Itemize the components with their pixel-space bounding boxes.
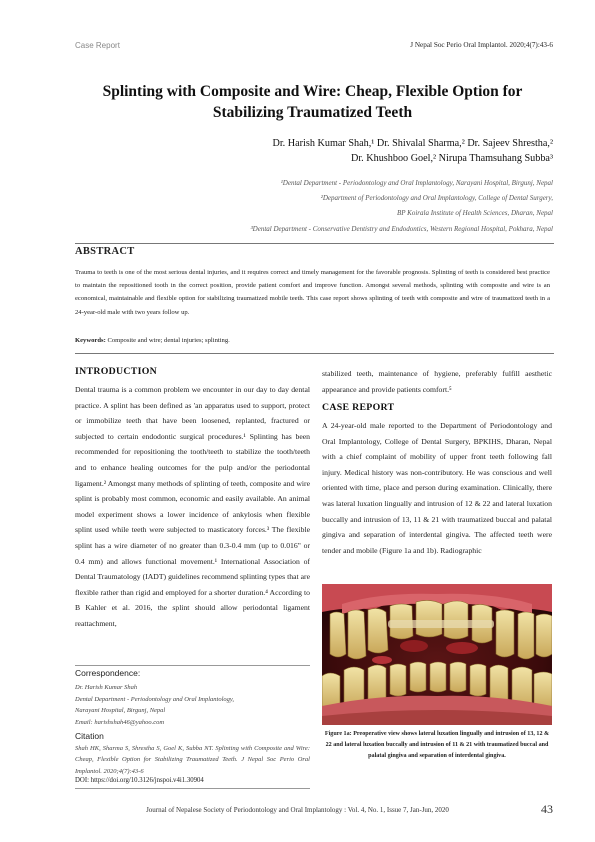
title-line-1: Splinting with Composite and Wire: Cheap, Flexible Option for bbox=[102, 83, 523, 100]
doi-link[interactable]: DOI: https://doi.org/10.3126/jnspoi.v4i1.30904 bbox=[75, 777, 204, 784]
case-report-heading: CASE REPORT bbox=[322, 402, 395, 413]
affiliation-2: ²Department of Periodontology and Oral Implantology, College of Dental Surgery, bbox=[320, 194, 553, 203]
correspondence-name: Dr. Harish Kumar Shah bbox=[75, 684, 138, 691]
figure-caption: Figure 1a: Preoperative view shows lateral luxation lingually and intrusion of 13, 12 & 22 and lateral luxation buccally and intrusion of 11 & 21 with traumatized buccal and palatal gingiva and separation of interdental gingiva. bbox=[324, 731, 550, 759]
affiliation-1: ¹Dental Department - Periodontology and Oral Implantology, Narayani Hospital, Birgunj, Nepal bbox=[280, 179, 553, 187]
intraoral-photo bbox=[322, 584, 552, 725]
correspondence-details bbox=[75, 682, 310, 728]
case-report-text: A 24-year-old male reported to the Department of Periodontology and Oral Implantology, College of Dental Surgery, BPKIHS, Dharan, Nepal with a chief complaint of mobility of upper front teeth following fall injury. Medical history was non-contributory. He was conscious and well oriented with time, place and person during examination. Clinically, there was lateral luxation lingually and intrusion of 12 & 22 and lateral luxation buccally and intrusion of 13, 11 & 21 with traumatized buccal and palatal gingiva and separation of interdental gingiva. The affected teeth were tender and mobile (Figure 1a and 1b). Radiographic bbox=[322, 421, 552, 555]
abstract-text: Trauma to teeth is one of the most serious dental injuries, and it requires correct and timely management for the favorable prognosis. Splinting of teeth is considered best practice to maintain the repositioned tooth in the correct position, provide patient comfort and improve function. Amongst several methods, splinting with composite and wire is an economical, maintainable and flexible option for stabilizing traumatized mobile teeth. This case report shows splinting of teeth with composite and wire of traumatized teeth in a 24-year-old male with two years follow up. bbox=[75, 269, 550, 316]
affiliation-3: ³Dental Department - Conservative Dentistry and Endodontics, Western Regional Hospital, Pokhara, Nepal bbox=[250, 224, 553, 233]
correspondence-dept: Dental Department - Periodontology and Oral Implantology, bbox=[75, 695, 235, 703]
abstract-heading: ABSTRACT bbox=[75, 246, 135, 257]
correspondence-email[interactable]: Email: harishshah46@yahoo.com bbox=[75, 718, 165, 726]
page-number: 43 bbox=[541, 802, 553, 816]
citation-text: Shah HK, Sharma S, Shrestha S, Goel K, Subba NT. Splinting with Composite and Wire: Cheap, Flexible Option for Stabilizing Traumatized Teeth. J Nepal Soc Perio Oral Implantol. 2020;4(7):43-6 bbox=[75, 745, 310, 775]
clinical-photo-figure-1a bbox=[322, 584, 552, 725]
introduction-heading: INTRODUCTION bbox=[75, 366, 157, 377]
abstract-top-rule bbox=[75, 243, 554, 244]
author-list bbox=[153, 136, 553, 166]
authors-line-2: Dr. Khushboo Goel,² Nirupa Thamsuhang Subba³ bbox=[350, 153, 553, 164]
section-label: Case Report bbox=[75, 41, 120, 50]
keywords bbox=[75, 337, 230, 344]
keywords-label: Keywords: bbox=[75, 337, 106, 344]
affiliation-2-cont: BP Koirala Institute of Health Sciences, Dharan, Nepal bbox=[397, 209, 553, 218]
article-title bbox=[60, 81, 565, 123]
correspondence-rule bbox=[75, 665, 310, 666]
abstract-bottom-rule bbox=[75, 353, 554, 354]
correspondence-place: Narayani Hospital, Birgunj, Nepal bbox=[75, 707, 166, 715]
page-footer: Journal of Nepalese Society of Periodontology and Oral Implantology : Vol. 4, No. 1, Issue 7, Jan-Jun, 2020 bbox=[146, 806, 449, 814]
journal-reference: J Nepal Soc Perio Oral Implantol. 2020;4(7):43-6 bbox=[410, 41, 553, 49]
title-line-2: Stabilizing Traumatized Teeth bbox=[212, 104, 413, 121]
affiliations bbox=[113, 176, 553, 237]
citation-heading: Citation bbox=[75, 731, 104, 741]
introduction-continued: stabilized teeth, maintenance of hygiene, preferably fulfill aesthetic appearance and provide patients comfort.⁵ bbox=[322, 369, 552, 394]
correspondence-heading: Correspondence: bbox=[75, 668, 141, 678]
introduction-text: Dental trauma is a common problem we encounter in our day to day dental practice. A splint has been defined as 'an apparatus used to support, protect or immobilize teeth that have been loosened, replanted, fractured or subjected to certain endodontic surgical procedures.¹ Splinting has been recommended for repositioning the tooth/teeth to stabilize the tooth/teeth and to enhance healing outcomes for the pulp and/or the periodontal ligament.² Amongst many methods of splinting of teeth, composite and wire splint is probably most common, economic and easily available. An animal model experiment shows a lower incidence of ankylosis when flexible splint used while teeth were subjected to masticatory forces.³ The flexible splint has a wire diameter of no greater than 0.3-0.4 mm (up to 0.016" or 0.4 mm) and allows functional movement.¹ International Association of Dental Traumatology (IADT) guidelines recommend splinting types that are flexible rather than rigid and employed for a shorter duration.⁴ According to B Kahler et al. 2016, the splint should allow periodontal ligament reattachment, bbox=[75, 385, 310, 628]
doi-rule bbox=[75, 788, 310, 789]
authors-line-1: Dr. Harish Kumar Shah,¹ Dr. Shivalal Sharma,² Dr. Sajeev Shrestha,² bbox=[272, 138, 553, 149]
keywords-list: Composite and wire; dental injuries; splinting. bbox=[107, 337, 230, 344]
